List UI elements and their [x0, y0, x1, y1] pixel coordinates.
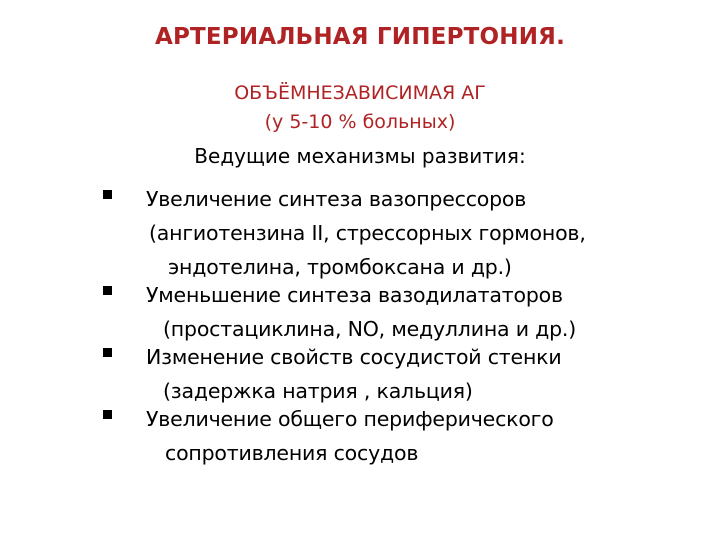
mechanisms-list	[103, 188, 703, 470]
list-item-detail: эндотелина, тромбоксана и др.)	[168, 255, 512, 279]
list-item-text: Изменение свойств сосудистой стенки	[146, 345, 562, 369]
slide-title: АРТЕРИАЛЬНАЯ ГИПЕРТОНИЯ.	[154, 24, 566, 50]
list-item	[103, 182, 703, 284]
square-bullet-icon	[103, 348, 112, 357]
list-item-text: Увеличение общего периферического	[146, 407, 554, 431]
list-item-detail: сопротивления сосудов	[165, 441, 419, 465]
list-item-detail: (простациклина, NO, медуллина и др.)	[163, 317, 577, 341]
slide-subtitle: ОБЪЁМНЕЗАВИСИМАЯ АГ	[234, 82, 486, 104]
list-item	[103, 340, 703, 408]
list-item	[103, 278, 703, 346]
list-item-detail: (ангиотензина II, стрессорных гормонов,	[149, 221, 586, 245]
square-bullet-icon	[103, 190, 112, 199]
list-item-text: Увеличение синтеза вазопрессоров	[146, 187, 527, 211]
square-bullet-icon	[103, 286, 112, 295]
list-item	[103, 402, 703, 470]
list-item-text: Уменьшение синтеза вазодилататоров	[146, 283, 563, 307]
prevalence-note: (у 5-10 % больных)	[264, 111, 456, 133]
mechanisms-heading: Ведущие механизмы развития:	[194, 144, 526, 168]
square-bullet-icon	[103, 410, 112, 419]
list-item-detail: (задержка натрия , кальция)	[163, 379, 473, 403]
